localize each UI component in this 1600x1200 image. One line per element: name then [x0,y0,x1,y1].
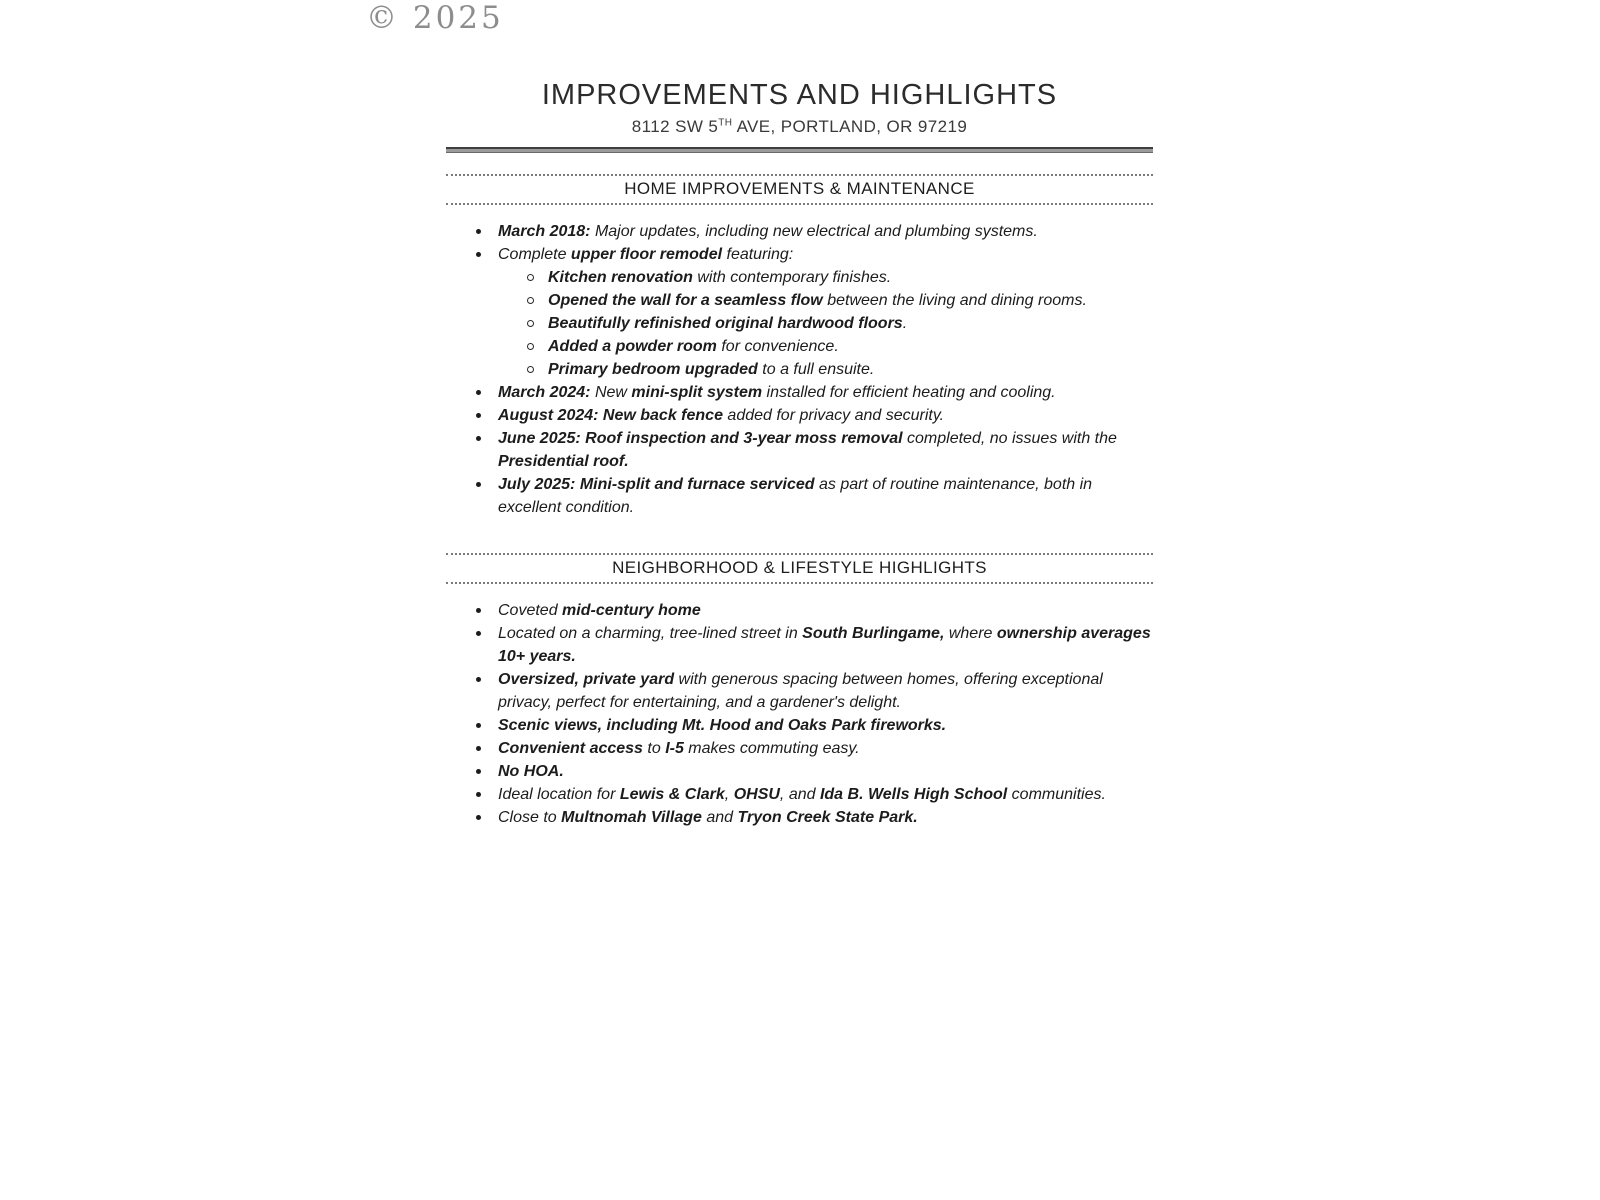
header-divider [446,147,1153,153]
list-item [446,760,1153,783]
circle-bullet-icon [527,297,534,304]
bullet-list [446,205,1153,532]
list-item [446,668,1153,714]
list-item-text: Scenic views, including Mt. Hood and Oaks Park fireworks. [498,717,947,734]
bullet-icon [476,608,481,613]
list-item-text: Ideal location for Lewis & Clark, OHSU, and Ida B. Wells High School communities. [498,786,1106,803]
list-item-text: Kitchen renovation with contemporary finishes. [548,269,892,286]
list-item [446,714,1153,737]
list-item-text: Complete upper floor remodel featuring: [498,246,794,263]
list-item [446,599,1153,622]
list-item [446,783,1153,806]
list-item [446,243,1153,266]
section-heading: NEIGHBORHOOD & LIFESTYLE HIGHLIGHTS [446,553,1153,584]
bullet-icon [476,413,481,418]
list-item [446,473,1153,519]
page-title: IMPROVEMENTS AND HIGHLIGHTS [541,79,1058,111]
list-item-text: Beautifully refinished original hardwood floors. [548,315,908,332]
circle-bullet-icon [527,274,534,281]
address-line [446,116,1153,138]
bullet-list [446,584,1153,842]
bullet-icon [476,723,481,728]
list-item-text: August 2024: New back fence added for privacy and security. [498,407,945,424]
list-item-text: Close to Multnomah Village and Tryon Creek State Park. [498,809,918,826]
address-prefix: 8112 SW 5 [631,117,719,136]
bullet-icon [476,482,481,487]
circle-bullet-icon [527,320,534,327]
bullet-icon [476,631,481,636]
bullet-icon [476,252,481,257]
list-item [446,404,1153,427]
sections [446,174,1153,842]
bullet-icon [476,815,481,820]
list-item [446,381,1153,404]
list-item-text: March 2024: New mini-split system installed for efficient heating and cooling. [498,384,1056,401]
list-item-text: Oversized, private yard with generous spacing between homes, offering exceptional privacy, perfect for entertaining, and a gardener's delight. [498,671,1103,711]
list-item-text: Located on a charming, tree-lined street in South Burlingame, where ownership averages 10+ years. [498,625,1151,665]
list-item [446,427,1153,473]
list-item [446,358,1153,381]
list-item-text: Coveted mid-century home [498,602,701,619]
bullet-icon [476,390,481,395]
section-heading: HOME IMPROVEMENTS & MAINTENANCE [446,174,1153,205]
document-page [446,78,1153,842]
bullet-icon [476,769,481,774]
address-suffix: AVE, PORTLAND, OR 97219 [732,117,968,136]
list-item-text: Convenient access to I-5 makes commuting easy. [498,740,860,757]
list-item [446,289,1153,312]
list-item [446,335,1153,358]
bullet-icon [476,229,481,234]
list-item [446,266,1153,289]
bullet-icon [476,677,481,682]
list-item-text: Primary bedroom upgraded to a full ensuite. [548,361,875,378]
list-item [446,312,1153,335]
list-item [446,622,1153,668]
list-item-text: June 2025: Roof inspection and 3-year moss removal completed, no issues with the Presidential roof. [498,430,1117,470]
bullet-icon [476,436,481,441]
list-item-text: July 2025: Mini-split and furnace serviced as part of routine maintenance, both in excellent condition. [498,476,1093,516]
list-item-text: No HOA. [498,763,564,780]
bullet-icon [476,792,481,797]
list-item-text: March 2018: Major updates, including new electrical and plumbing systems. [498,223,1038,240]
copyright-watermark: © 2025 [366,0,504,36]
list-item-text: Opened the wall for a seamless flow between the living and dining rooms. [548,292,1087,309]
bullet-icon [476,746,481,751]
address-ordinal-superscript: TH [718,117,733,129]
list-item [446,737,1153,760]
circle-bullet-icon [527,366,534,373]
list-item-text: Added a powder room for convenience. [548,338,839,355]
circle-bullet-icon [527,343,534,350]
list-item [446,220,1153,243]
list-item [446,806,1153,829]
